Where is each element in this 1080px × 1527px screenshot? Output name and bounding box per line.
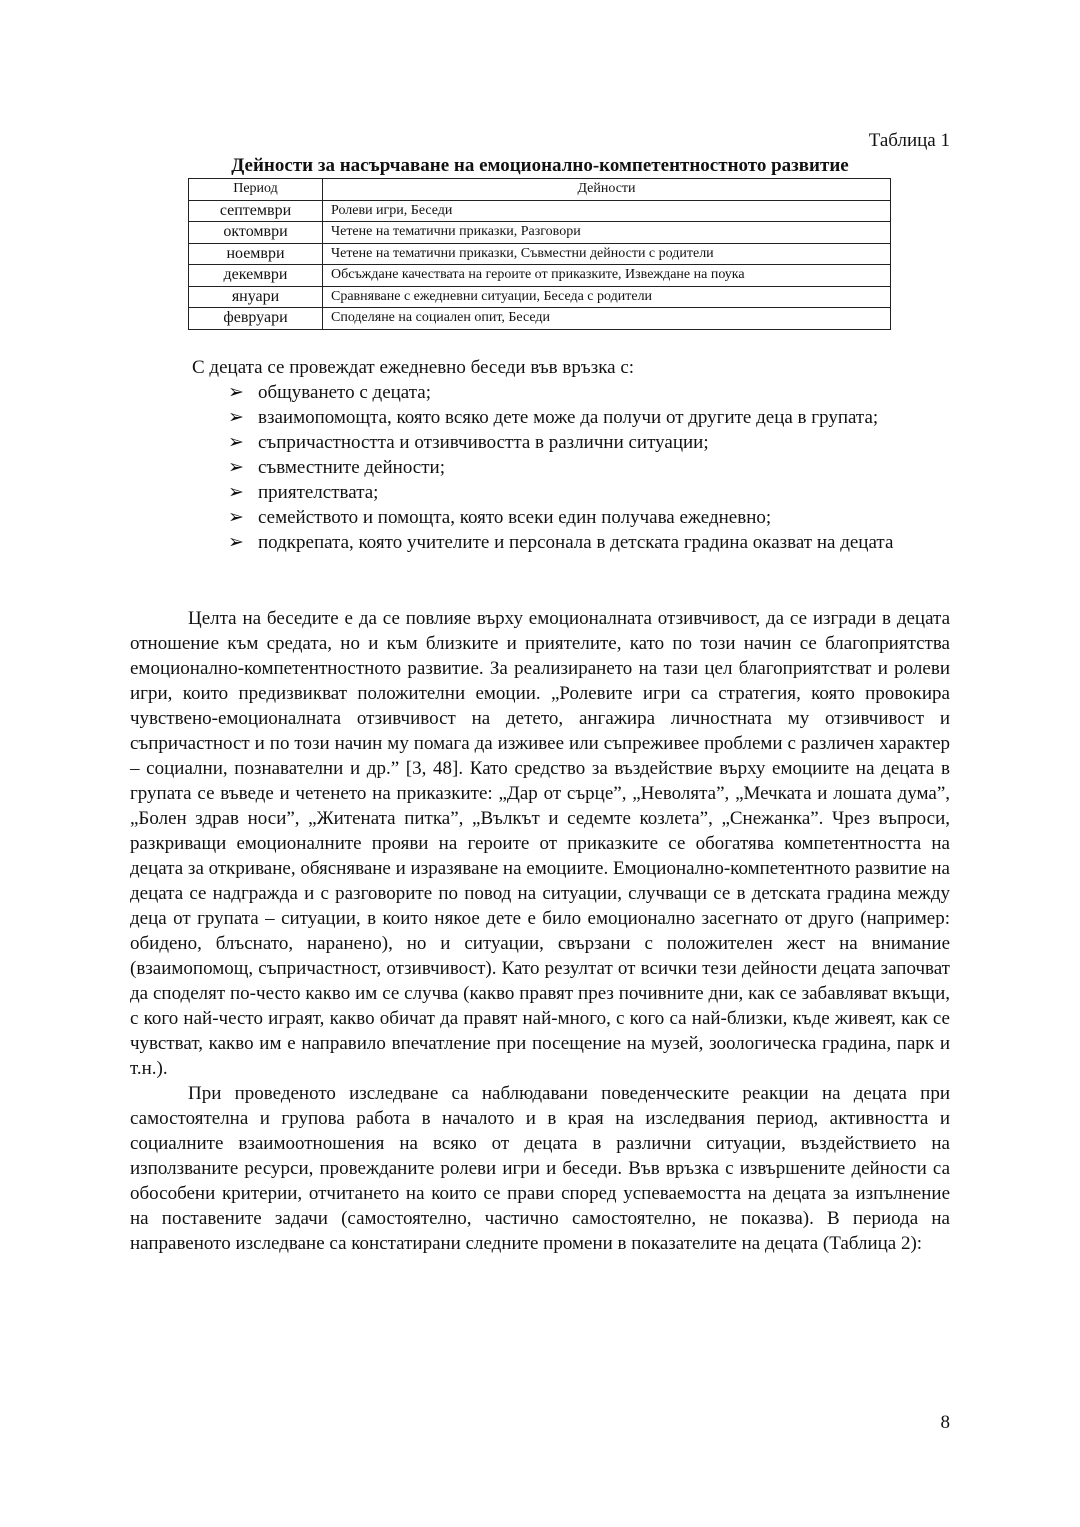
period-cell: октомври bbox=[189, 222, 323, 244]
activities-table bbox=[188, 178, 891, 330]
table-row bbox=[189, 265, 891, 287]
list-item-text: приятелствата; bbox=[258, 482, 379, 503]
paragraph: При проведеното изследване са наблюдавани поведенческите реакции на децата при самостоятелна и групова работа в началото и в края на изследвания период, активността и социалните взаимоотношения на всяко от децата в различни ситуации, въздействието на използваните ресурси, провежданите ролеви игри и беседи. Във връзка с извършените дейности са обособени критерии, отчитането на които се прави според успеваемостта на децата за изпълнение на поставените задачи (самостоятелно, частично самостоятелно, не показва). В периода на направеното изследване са констатирани следните промени в показателите на децата (Таблица 2): bbox=[130, 1083, 950, 1254]
list-item bbox=[228, 530, 950, 555]
table-row bbox=[189, 308, 891, 330]
period-cell: септември bbox=[189, 200, 323, 222]
column-header-period: Период bbox=[189, 179, 323, 201]
table-row bbox=[189, 222, 891, 244]
list-item bbox=[228, 455, 950, 480]
activities-cell: Ролеви игри, Беседи bbox=[323, 200, 891, 222]
list-item bbox=[228, 505, 950, 530]
table-header-row bbox=[189, 179, 891, 201]
period-cell: януари bbox=[189, 286, 323, 308]
list-item-text: общуването с децата; bbox=[258, 382, 431, 403]
period-cell: февруари bbox=[189, 308, 323, 330]
arrow-bullet-icon: ➢ bbox=[228, 457, 244, 478]
table-row bbox=[189, 200, 891, 222]
table-row bbox=[189, 243, 891, 265]
activities-cell: Споделяне на социален опит, Беседи bbox=[323, 308, 891, 330]
table-row bbox=[189, 286, 891, 308]
page-number: 8 bbox=[940, 1412, 950, 1433]
list-item bbox=[228, 480, 950, 505]
bullet-list bbox=[228, 380, 950, 555]
list-item-text: взаимопомощта, която всяко дете може да получи от другите деца в групата; bbox=[258, 407, 879, 428]
intro-line: С децата се провеждат ежедневно беседи във връзка с: bbox=[192, 357, 635, 378]
column-header-activities: Дейности bbox=[323, 179, 891, 201]
paragraph: Целта на беседите е да се повлияе върху емоционалната отзивчивост, да се изгради в децата отношение към средата, но и към близките и приятелите, като по този начин се благоприятства емоционално-компетентностното развитие. За реализирането на тази цел благоприятстват и ролеви игри, които предизвикват положителни емоции. „Ролевите игри са стратегия, която провокира чувствено-емоционалната отзивчивост на детето, ангажира личностната му отзивчивост и съпричастност и по този начин му помага да изживее или съпреживее проблеми с различен характер – социални, познавателни и др.” [3, 48]. Като средство за въздействие върху емоциите на децата в групата се въведе и четенето на приказките: „Дар от сърце”, „Неволята”, „Мечката и лошата дума”, „Болен здрав носи”, „Житената питка”, „Вълкът и седемте козлета”, „Снежанка”. Чрез въпроси, разкриващи емоционалните прояви на героите от приказките се обогатява компетентността на децата за откриване, обясняване и изразяване на емоциите. Емоционално-компетентното развитие на децата се надгражда и с разговорите по повод на ситуации, случващи се в детската градина между деца от групата – ситуации, в които някое дете е било емоционално засегнато от друго (например: обидено, блъснато, наранено), но и ситуации, свързани с положителен жест на внимание (взаимопомощ, съпричастност, отзивчивост). Като резултат от всички тези дейности децата започват да споделят по-често какво им се случва (какво правят през почивните дни, как се забавляват вкъщи, с кого най-често играят, какво обичат да правят най-много, с кого са най-близки, къде живеят, как се чувстват, какво им е направило впечатление при посещение на музей, зоологическа градина, парк и т.н.). bbox=[130, 608, 950, 1079]
activities-cell: Четене на тематични приказки, Съвместни дейности с родители bbox=[323, 243, 891, 265]
arrow-bullet-icon: ➢ bbox=[228, 532, 244, 553]
activities-cell: Сравняване с ежедневни ситуации, Беседа с родители bbox=[323, 286, 891, 308]
arrow-bullet-icon: ➢ bbox=[228, 407, 244, 428]
activities-cell: Обсъждане качествата на героите от приказките, Извеждане на поука bbox=[323, 265, 891, 287]
arrow-bullet-icon: ➢ bbox=[228, 507, 244, 528]
list-item-text: съпричастността и отзивчивостта в различни ситуации; bbox=[258, 432, 709, 453]
arrow-bullet-icon: ➢ bbox=[228, 432, 244, 453]
table-label: Таблица 1 bbox=[868, 130, 950, 151]
arrow-bullet-icon: ➢ bbox=[228, 382, 244, 403]
list-item-text: подкрепата, която учителите и персонала в детската градина оказват на децата bbox=[258, 532, 894, 553]
activities-cell: Четене на тематични приказки, Разговори bbox=[323, 222, 891, 244]
list-item-text: съвместните дейности; bbox=[258, 457, 445, 478]
list-item-text: семейството и помощта, която всеки един получава ежедневно; bbox=[258, 507, 772, 528]
arrow-bullet-icon: ➢ bbox=[228, 482, 244, 503]
list-item bbox=[228, 405, 950, 430]
period-cell: ноември bbox=[189, 243, 323, 265]
period-cell: декември bbox=[189, 265, 323, 287]
table-title: Дейности за насърчаване на емоционално-компетентностното развитие bbox=[231, 155, 849, 176]
list-item bbox=[228, 430, 950, 455]
body-text bbox=[130, 606, 950, 1256]
list-item bbox=[228, 380, 950, 405]
